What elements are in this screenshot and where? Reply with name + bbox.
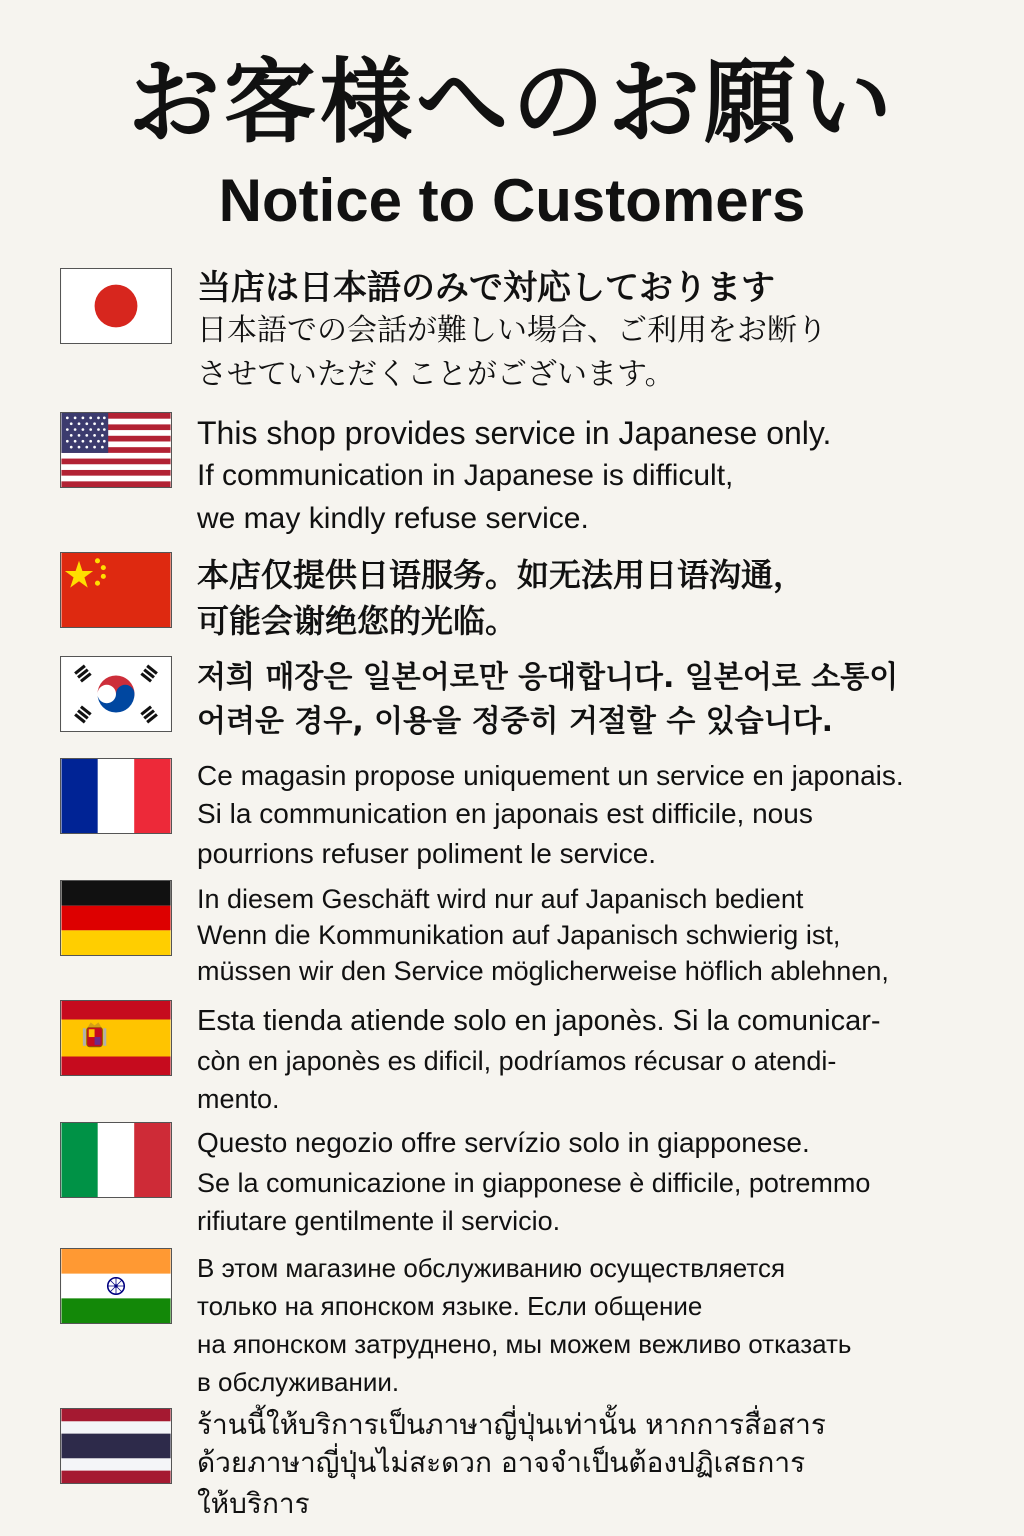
text-line: 日本語での会話が難しい場合、ご利用をお断り xyxy=(197,313,827,348)
germany-flag-icon xyxy=(60,880,172,956)
entry-text xyxy=(197,1000,987,1118)
entry-text xyxy=(197,268,987,396)
text-line: только на японском языке. Если общение xyxy=(197,1291,703,1321)
entry-text xyxy=(197,656,987,744)
japan-flag-icon xyxy=(60,268,172,344)
text-line: müssen wir den Service möglicherweise höflich ablehnen, xyxy=(197,956,889,986)
italy-flag-icon xyxy=(60,1122,172,1198)
text-line: ร้านนี้ให้บริการเป็นภาษาญี่ปุ่นเท่านั้น หากการสื่อสาร xyxy=(197,1408,826,1441)
thailand-flag-icon xyxy=(60,1408,172,1484)
text-line: 当店は日本語のみで対応しております xyxy=(197,268,775,308)
entry-text xyxy=(197,412,987,540)
text-line: ให้บริการ xyxy=(197,1487,310,1520)
entry-text xyxy=(197,1408,987,1524)
text-line: В этом магазине обслуживанию осуществляется xyxy=(197,1253,786,1283)
text-line: Si la communication en japonais est difficile, nous xyxy=(197,798,813,829)
text-line: we may kindly refuse service. xyxy=(197,502,589,535)
entry-text xyxy=(197,1248,987,1400)
text-line: rifiutare gentilmente il servicio. xyxy=(197,1206,561,1236)
text-line: Wenn die Kommunikation auf Japanisch schwierig ist, xyxy=(197,920,841,950)
france-flag-icon xyxy=(60,758,172,834)
korea-flag-icon xyxy=(60,656,172,732)
text-line: 可能会谢绝您的光临。 xyxy=(197,602,518,640)
china-flag-icon xyxy=(60,552,172,628)
text-line: In diesem Geschäft wird nur auf Japanisch bedient xyxy=(197,884,804,914)
text-line: pourrions refuser poliment le service. xyxy=(197,838,657,869)
entry-text xyxy=(197,552,987,644)
title-english: Notice to Customers xyxy=(218,167,806,234)
text-line: 本店仅提供日语服务。如无法用日语沟通， xyxy=(197,556,806,594)
text-line: Ce magasin propose uniquement un service en japonais. xyxy=(197,760,904,791)
entry-text xyxy=(197,880,987,990)
text-line: 어려운 경우, 이용을 정중히 거절할 수 있습니다. xyxy=(197,704,834,739)
india-flag-icon xyxy=(60,1248,172,1324)
text-line: в обслуживании. xyxy=(197,1367,400,1397)
text-line: If communication in Japanese is difficult, xyxy=(197,459,734,492)
text-line: ด้วยภาษาญี่ปุ่นไม่สะดวก อาจจำเป็นต้องปฏิเสธการ xyxy=(197,1446,806,1479)
text-line: This shop provides service in Japanese only. xyxy=(197,415,832,451)
text-line: mento. xyxy=(197,1084,280,1114)
title-japanese: お客様へのお願い xyxy=(127,49,896,156)
text-line: còn en japonès es dificil, podríamos récusar o atendi- xyxy=(197,1046,837,1076)
text-line: Esta tienda atiende solo en japonès. Si la comunicar- xyxy=(197,1005,881,1037)
text-line: 저희 매장은 일본어로만 응대합니다. 일본어로 소통이 xyxy=(197,660,899,695)
usa-flag-icon xyxy=(60,412,172,488)
spain-flag-icon xyxy=(60,1000,172,1076)
text-line: させていただくことがございます。 xyxy=(197,357,675,392)
entry-text xyxy=(197,1122,987,1240)
text-line: Se la comunicazione in giapponese è difficile, potremmo xyxy=(197,1168,871,1198)
entry-text xyxy=(197,758,987,874)
text-line: Questo negozio offre servízio solo in giapponese. xyxy=(197,1127,810,1158)
text-line: на японском затруднено, мы можем вежливо отказать xyxy=(197,1329,852,1359)
